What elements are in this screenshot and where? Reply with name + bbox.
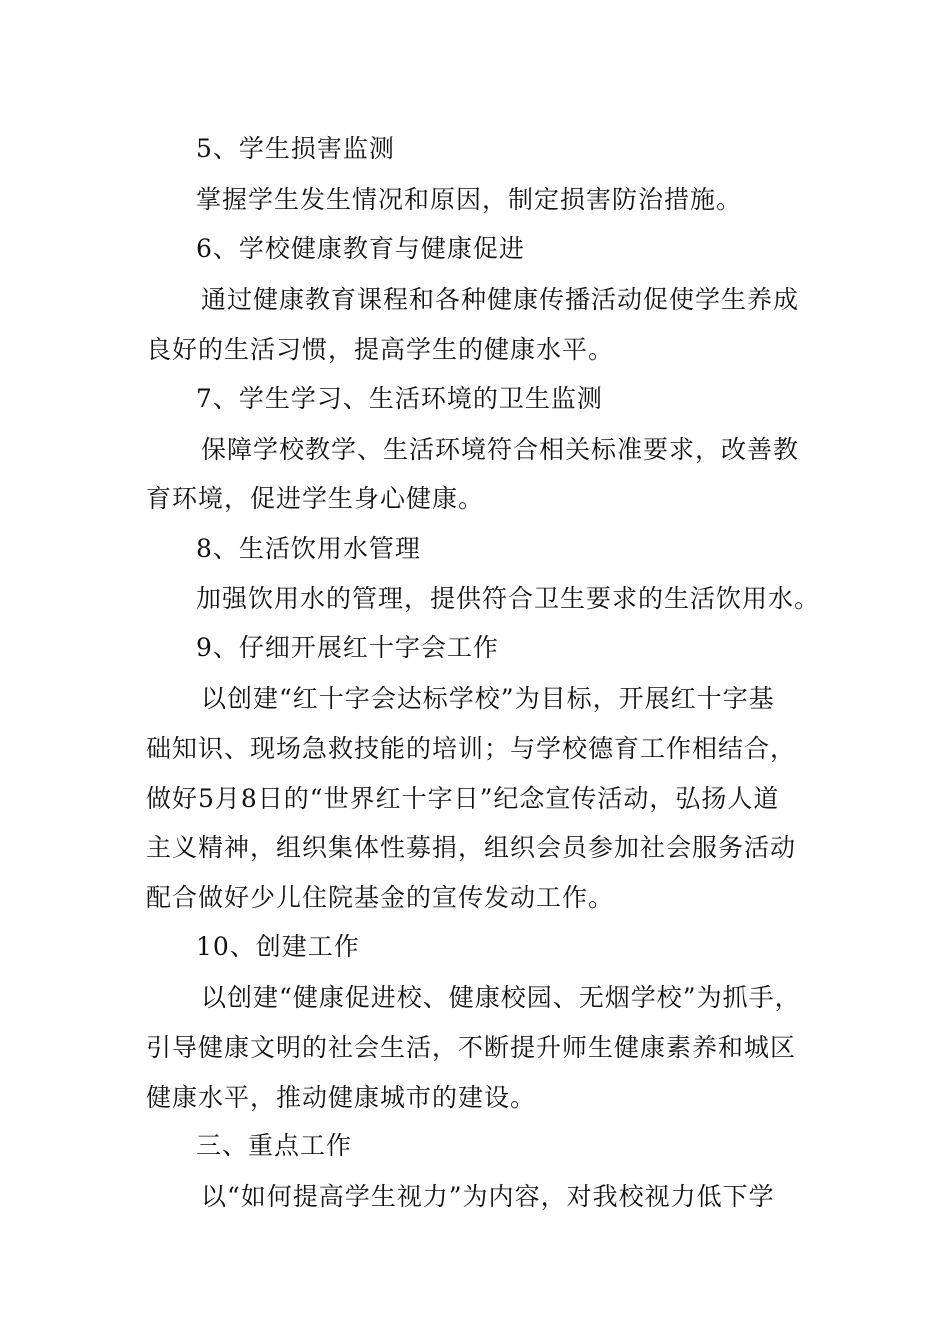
paragraph-line: 引导健康文明的社会生活，不断提升师生健康素养和城区 xyxy=(146,1033,797,1062)
paragraph-line: 以“如何提高学生视力”为内容，对我校视力低下学 xyxy=(201,1182,775,1211)
heading-drinking-water: 8、生活饮用水管理 xyxy=(196,534,421,563)
heading-key-work: 三、重点工作 xyxy=(196,1131,353,1160)
paragraph-line: 通过健康教育课程和各种健康传播活动促使学生养成 xyxy=(201,285,800,314)
heading-health-education: 6、学校健康教育与健康促进 xyxy=(196,234,525,263)
paragraph-line: 良好的生活习惯，提高学生的健康水平。 xyxy=(146,335,615,364)
paragraph-line: 做好5月8日的“世界红十字日”纪念宣传活动，弘扬人道 xyxy=(146,784,780,813)
paragraph-line: 掌握学生发生情况和原因，制定损害防治措施。 xyxy=(196,185,743,214)
heading-creation-work: 10、创建工作 xyxy=(196,932,360,961)
paragraph-line: 加强饮用水的管理，提供符合卫生要求的生活饮用水。 xyxy=(196,584,821,613)
heading-student-injury-monitoring: 5、学生损害监测 xyxy=(196,134,395,163)
paragraph-line: 保障学校教学、生活环境符合相关标准要求，改善教 xyxy=(201,435,800,464)
paragraph-line: 以创建“红十字会达标学校”为目标，开展红十字基 xyxy=(201,684,775,713)
paragraph-line: 健康水平，推动健康城市的建设。 xyxy=(146,1083,537,1112)
paragraph-line: 育环境，促进学生身心健康。 xyxy=(146,484,485,513)
heading-red-cross: 9、仔细开展红十字会工作 xyxy=(196,633,499,662)
heading-hygiene-monitoring: 7、学生学习、生活环境的卫生监测 xyxy=(196,384,603,413)
paragraph-line: 配合做好少儿住院基金的宣传发动工作。 xyxy=(146,883,615,912)
paragraph-line: 主义精神，组织集体性募捐，组织会员参加社会服务活动 xyxy=(146,833,797,862)
paragraph-line: 础知识、现场急救技能的培训；与学校德育工作相结合， xyxy=(146,734,797,763)
paragraph-line: 以创建“健康促进校、健康校园、无烟学校”为抓手， xyxy=(201,983,801,1012)
